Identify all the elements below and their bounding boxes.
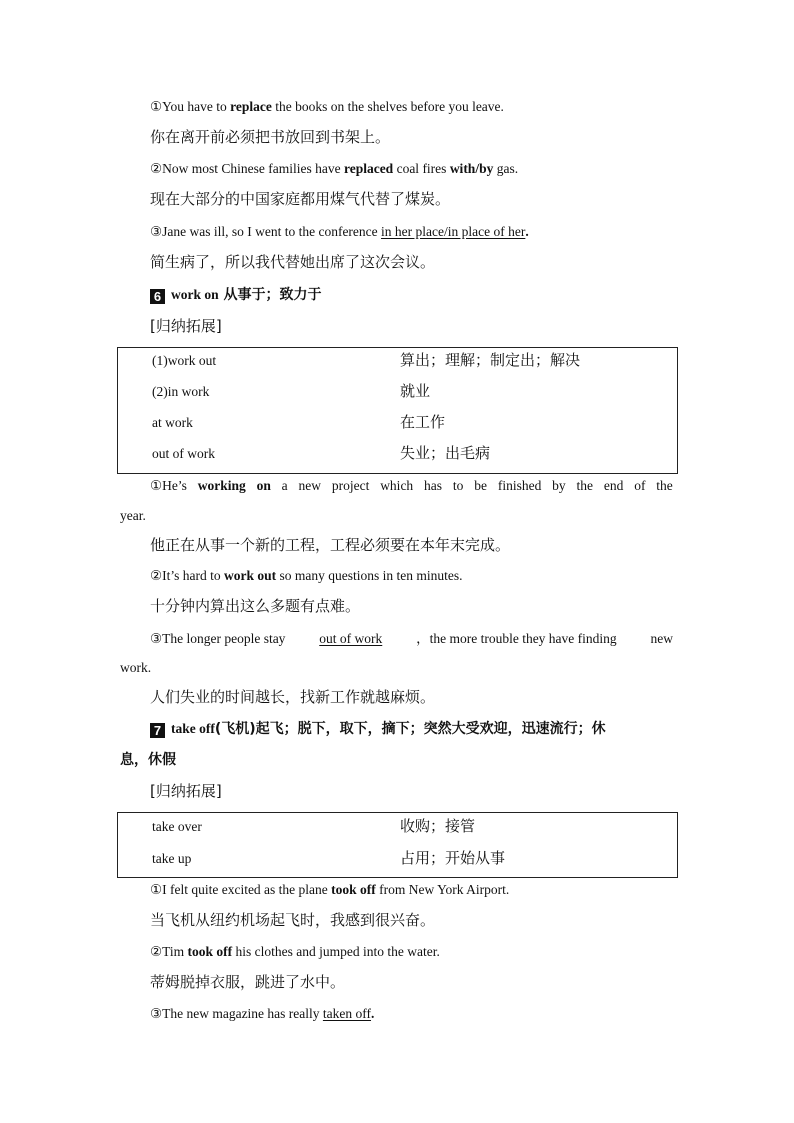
work-on-example-3-translation: 人们失业的时间越长，找新工作就越麻烦。 bbox=[150, 688, 436, 706]
table-row-4-en: out of work bbox=[152, 446, 215, 461]
section-7-heading-wrap: 息，休假 bbox=[120, 752, 176, 768]
work-on-example-3: ③The longer people stay out of work ，the more trouble they have finding new bbox=[150, 631, 673, 646]
section-6-expand-label: [归纳拓展] bbox=[150, 317, 222, 335]
replace-example-1: ①You have to replace the books on the shelves before you leave. bbox=[150, 99, 504, 114]
table-row-3-cn: 在工作 bbox=[400, 413, 446, 431]
take-off-example-1: ①I felt quite excited as the plane took off from New York Airport. bbox=[150, 882, 510, 897]
table-row-2-en: (2)in work bbox=[152, 384, 210, 399]
table-row-3-en: at work bbox=[152, 415, 193, 430]
section-6-heading: 6 work on 从事于；致力于 bbox=[150, 286, 322, 304]
table-row-1-cn: 算出；理解；制定出；解决 bbox=[400, 351, 581, 369]
replace-example-1-translation: 你在离开前必须把书放回到书架上。 bbox=[150, 128, 391, 146]
section-number-badge: 7 bbox=[150, 723, 165, 738]
replace-example-3-translation: 简生病了，所以我代替她出席了这次会议。 bbox=[150, 253, 436, 271]
section-number-badge: 6 bbox=[150, 289, 165, 304]
section-7-expand-label: [归纳拓展] bbox=[150, 782, 222, 800]
table-row-2-cn: 就业 bbox=[400, 382, 431, 400]
take-off-example-2: ②Tim took off his clothes and jumped into the water. bbox=[150, 944, 440, 959]
section-7-heading: 7 take off(飞机)起飞；脱下，取下，摘下；突然大受欢迎，迅速流行；休 bbox=[150, 720, 673, 738]
take-off-example-2-translation: 蒂姆脱掉衣服，跳进了水中。 bbox=[150, 973, 346, 991]
table-row-1-cn: 收购；接管 bbox=[400, 817, 476, 835]
work-on-example-2-translation: 十分钟内算出这么多题有点难。 bbox=[150, 597, 361, 615]
work-on-example-2: ②It’s hard to work out so many questions in ten minutes. bbox=[150, 568, 463, 583]
replace-example-2-translation: 现在大部分的中国家庭都用煤气代替了煤炭。 bbox=[150, 190, 451, 208]
take-off-example-1-translation: 当飞机从纽约机场起飞时，我感到很兴奋。 bbox=[150, 911, 436, 929]
section-6-expand-table bbox=[117, 347, 678, 474]
section-7-expand-table bbox=[117, 812, 678, 878]
work-on-example-1-wrap: year. bbox=[120, 508, 146, 523]
table-row-1-en: (1)work out bbox=[152, 353, 217, 368]
table-row-2-en: take up bbox=[152, 851, 192, 866]
table-row-1-en: take over bbox=[152, 819, 202, 834]
table-row-4-cn: 失业；出毛病 bbox=[400, 444, 491, 462]
work-on-example-1: ①He’s working on a new project which has to be finished by the end of the bbox=[150, 478, 673, 493]
replace-example-3: ③Jane was ill, so I went to the conference in her place/in place of her. bbox=[150, 224, 529, 239]
take-off-example-3: ③The new magazine has really taken off. bbox=[150, 1006, 375, 1021]
replace-example-2: ②Now most Chinese families have replaced coal fires with/by gas. bbox=[150, 161, 519, 176]
work-on-example-3-wrap: work. bbox=[120, 660, 152, 675]
table-row-2-cn: 占用；开始从事 bbox=[400, 849, 506, 867]
work-on-example-1-translation: 他正在从事一个新的工程，工程必须要在本年末完成。 bbox=[150, 536, 511, 554]
